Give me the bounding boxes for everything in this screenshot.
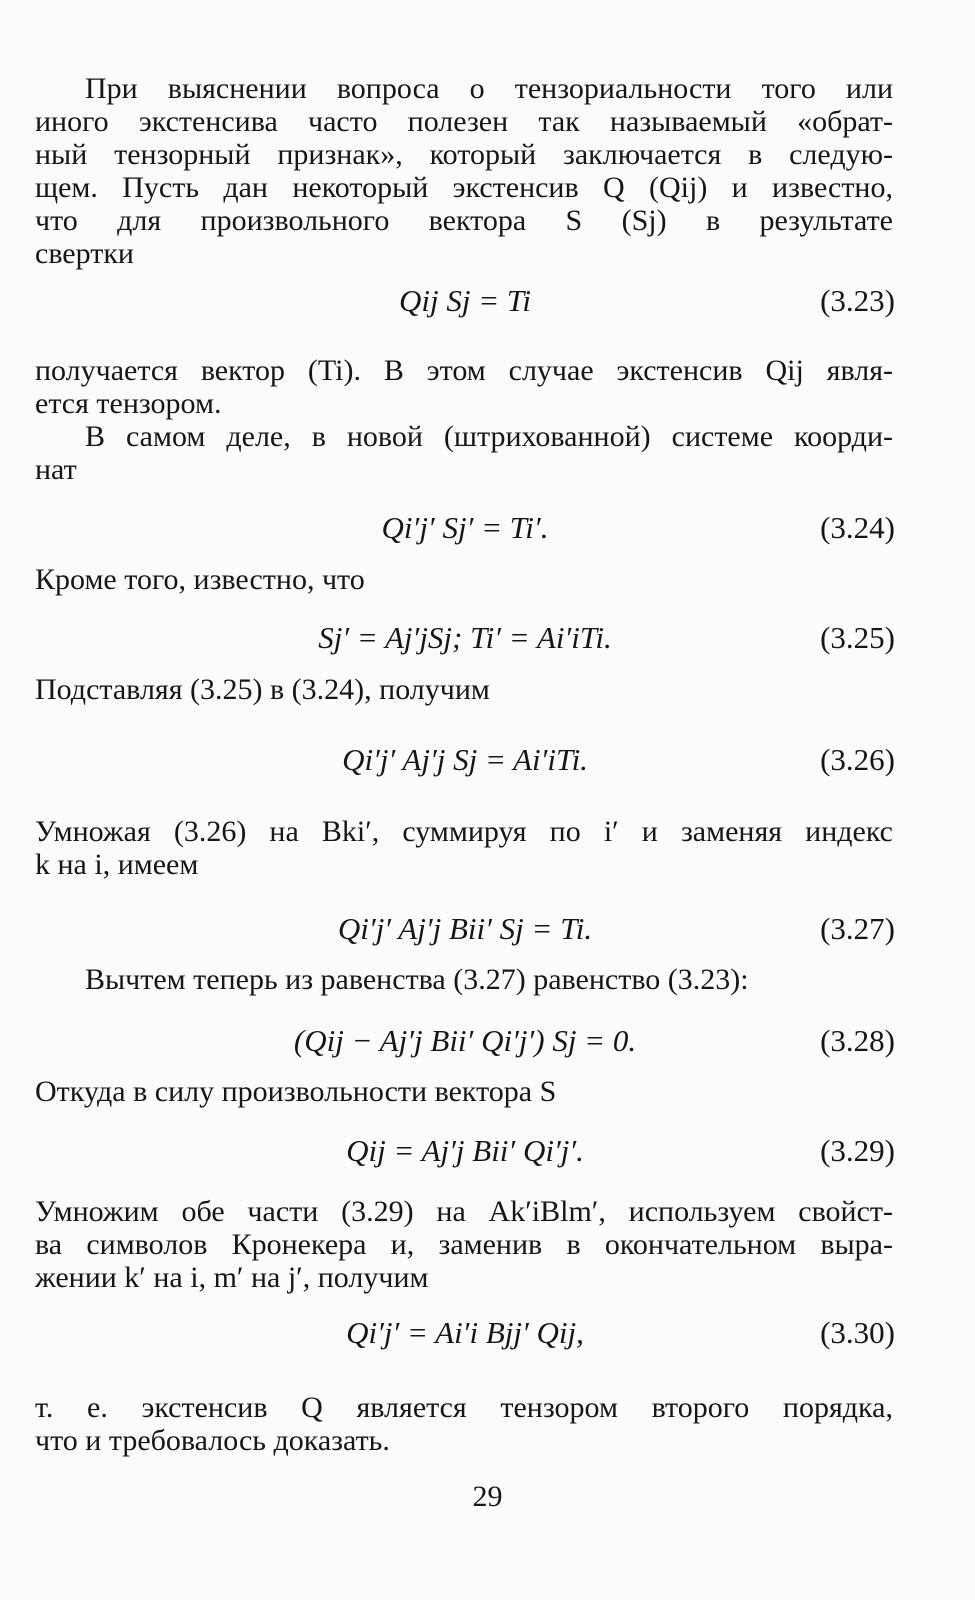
text-line: что для произвольного вектора S (Sj) в результате — [35, 204, 893, 237]
equation-3-28 — [35, 1021, 895, 1061]
text-line: Умножая (3.26) на Bki′, суммируя по i′ и заменяя индекс — [35, 815, 893, 848]
text-line: свертки — [35, 237, 134, 270]
page-number: 29 — [472, 1480, 503, 1513]
equation-3-24 — [35, 508, 895, 548]
text-line: k на i, имеем — [35, 848, 199, 881]
text-line: ва символов Кронекера и, заменив в окончательном выра- — [35, 1228, 893, 1261]
equation-3-25 — [35, 618, 895, 658]
equation-formula: Qi′j′ = Ai′i Bjj′ Qij, — [346, 1315, 584, 1350]
equation-number: (3.25) — [820, 620, 895, 655]
equation-formula: Qij Sj = Ti — [398, 283, 532, 318]
text-line: жении k′ на i, m′ на j′, получим — [35, 1261, 429, 1294]
equation-number: (3.29) — [820, 1133, 895, 1168]
equation-formula: Qi′j′ Sj′ = Ti′. — [381, 510, 549, 545]
paragraph — [35, 1195, 893, 1294]
text-line: Умножим обе части (3.29) на Ak′iBlm′, используем свойст- — [35, 1195, 893, 1228]
paragraph — [35, 563, 893, 596]
intro-paragraph — [35, 72, 893, 270]
text-line: Подставляя (3.25) в (3.24), получим — [35, 673, 490, 706]
equation-formula: Qi′j′ Aj′j Sj = Ai′iTi. — [342, 742, 588, 777]
equation-formula: (Qij − Aj′j Bii′ Qi′j′) Sj = 0. — [293, 1023, 637, 1058]
text-line: ный тензорный признак», который заключается в следую- — [35, 138, 893, 171]
text-line: т. е. экстенсив Q является тензором второго порядка, — [35, 1391, 893, 1424]
equation-number: (3.27) — [820, 911, 895, 946]
equation-formula: Qi′j′ Aj′j Bii′ Sj = Ti. — [337, 911, 593, 946]
equation-number: (3.24) — [820, 510, 895, 545]
paragraph — [35, 673, 893, 706]
equation-number: (3.28) — [820, 1023, 895, 1058]
text-line: что и требовалось доказать. — [35, 1424, 390, 1457]
text-line: ется тензором. — [35, 387, 222, 420]
paragraph — [35, 420, 893, 486]
text-line: иного экстенсива часто полезен так называемый «обрат- — [35, 105, 893, 138]
equation-3-23 — [35, 281, 895, 321]
equation-formula: Sj′ = Aj′jSj; Ti′ = Ai′iTi. — [318, 620, 612, 655]
equation-3-30 — [35, 1313, 895, 1353]
paragraph — [35, 963, 893, 996]
equation-3-26 — [35, 740, 895, 780]
text-line: Вычтем теперь из равенства (3.27) равенство (3.23): — [85, 963, 749, 996]
equation-number: (3.26) — [820, 742, 895, 777]
text-line: При выяснении вопроса о тензориальности того или — [85, 72, 893, 105]
equation-3-29 — [35, 1131, 895, 1171]
paragraph — [35, 1391, 893, 1457]
text-line: В самом деле, в новой (штрихованной) системе коорди- — [85, 420, 893, 453]
paragraph — [35, 1075, 893, 1108]
text-line: Откуда в силу произвольности вектора S — [35, 1075, 557, 1108]
text-line: Кроме того, известно, что — [35, 563, 365, 596]
equation-number: (3.23) — [820, 283, 895, 318]
equation-number: (3.30) — [820, 1315, 895, 1350]
text-line: нат — [35, 453, 77, 486]
text-line: щем. Пусть дан некоторый экстенсив Q (Qij) и известно, — [35, 171, 893, 204]
equation-3-27 — [35, 909, 895, 949]
text-line: получается вектор (Ti). В этом случае экстенсив Qij явля- — [35, 354, 893, 387]
equation-formula: Qij = Aj′j Bii′ Qi′j′. — [346, 1133, 584, 1168]
paragraph — [35, 815, 893, 881]
paragraph — [35, 354, 893, 420]
